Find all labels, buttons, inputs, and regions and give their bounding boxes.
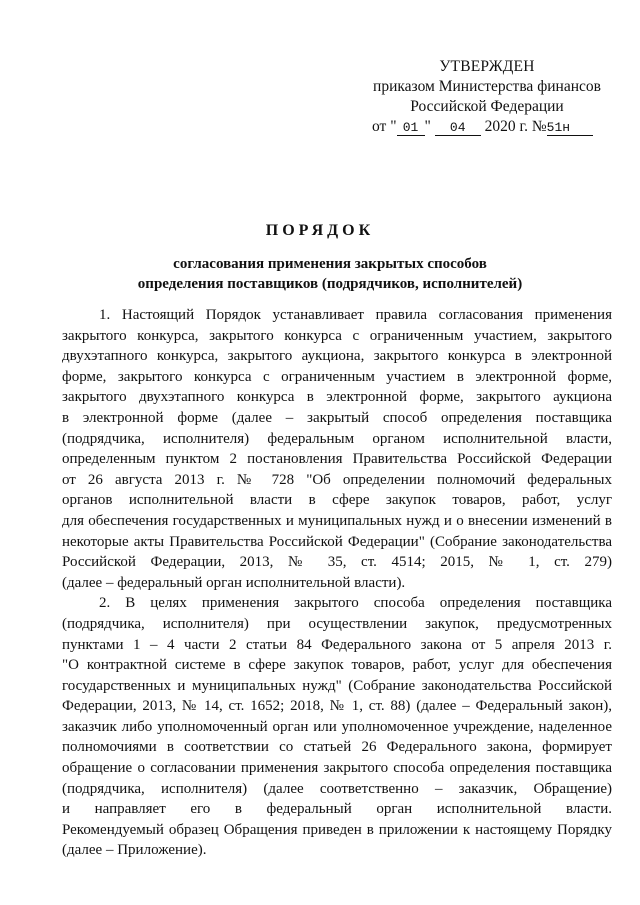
paragraph-line: органов исполнительной власти в сфере закупок товаров, работ, услуг [62, 492, 612, 509]
paragraph-line: полномочиями в соответствии со статьей 26 Федерального закона, формирует [62, 739, 612, 756]
approval-title: УТВЕРЖДЕН [439, 58, 535, 75]
paragraph-line: и направляет его в федеральный орган исполнительной власти. [62, 801, 612, 818]
paragraph-line: государственных и муниципальных нужд" (Собрание законодательства Российской [62, 677, 612, 694]
subtitle-line-1: согласования применения закрытых способов [173, 256, 487, 272]
date-prefix: от " [372, 118, 397, 135]
paragraph-line: Рекомендуемый образец Обращения приведен в приложении к настоящему Порядку [62, 821, 612, 838]
paragraph-line: пунктами 1 – 4 части 2 статьи 84 Федерального закона от 5 апреля 2013 г. [62, 636, 612, 653]
paragraph-line: 2. В целях применения закрытого способа определения поставщика [99, 595, 612, 612]
approval-line-2: Российской Федерации [410, 98, 564, 115]
paragraph-line: (далее – федеральный орган исполнительной власти). [62, 574, 406, 591]
paragraph-line: закрытого конкурса, закрытого конкурса с ограниченным участием, закрытого [62, 327, 612, 344]
paragraph-line: определенным пунктом 2 постановления Правительства Российской Федерации [62, 451, 612, 468]
approval-line-1: приказом Министерства финансов [373, 78, 601, 95]
date-suffix: 2020 г. № [484, 118, 547, 135]
paragraph-line: Федерации, 2013, № 14, ст. 1652; 2018, № 1, ст. 88) (далее – Федеральный закон), [62, 698, 612, 715]
paragraph-line: (далее – Приложение). [62, 842, 207, 859]
subtitle-line-2: определения поставщиков (подрядчиков, исполнителей) [137, 276, 523, 292]
paragraph-line: (подрядчика, исполнителя) (далее соответственно – заказчик, Обращение) [62, 780, 612, 797]
paragraph-line: "О контрактной системе в сфере закупок товаров, работ, услуг для обеспечения [62, 657, 612, 674]
paragraph-line: в электронной форме (далее – закрытый способ определения поставщика [62, 409, 612, 426]
paragraph-line: закрытого двухэтапного конкурса в электронной форме, закрытого аукциона [62, 389, 612, 406]
paragraph-2 [62, 593, 612, 861]
paragraph-line: заказчик либо уполномоченный орган или уполномоченное учреждение, наделенное [62, 718, 612, 735]
paragraph-line: двухэтапного конкурса, закрытого аукциона, закрытого конкурса в электронной [62, 348, 612, 365]
paragraph-line: 1. Настоящий Порядок устанавливает правила согласования применения [99, 307, 612, 323]
paragraph-1 [62, 305, 612, 593]
paragraph-line: Российской Федерации, 2013, № 35, ст. 4514; 2015, № 1, ст. 279) [62, 554, 612, 571]
paragraph-line: (подрядчика, исполнителя) федеральным органом исполнительной власти, [62, 430, 612, 447]
approval-number: 51н [547, 120, 593, 136]
paragraph-line: от 26 августа 2013 г. № 728 "Об определении полномочий федеральных [62, 471, 612, 488]
paragraph-line: для обеспечения государственных и муниципальных нужд и о внесении изменений в [62, 512, 612, 529]
date-mid: " [424, 118, 431, 135]
approval-date-line [362, 117, 612, 137]
approval-month: 04 [435, 120, 481, 136]
paragraph-line: форме, закрытого конкурса с ограниченным участием в электронной форме, [62, 368, 612, 385]
paragraph-line: некоторые акты Правительства Российской Федерации" (Собрание законодательства [62, 533, 612, 550]
document-title: ПОРЯДОК [265, 222, 375, 239]
document-subtitle [90, 254, 570, 294]
approval-day: 01 [397, 120, 425, 136]
paragraph-line: обращение о согласовании применения закрытого способа определения поставщика [62, 760, 612, 777]
document-body [62, 305, 612, 861]
approval-stamp [362, 57, 612, 137]
paragraph-line: (подрядчика, исполнителя) при осуществлении закупок, предусмотренных [62, 615, 612, 632]
